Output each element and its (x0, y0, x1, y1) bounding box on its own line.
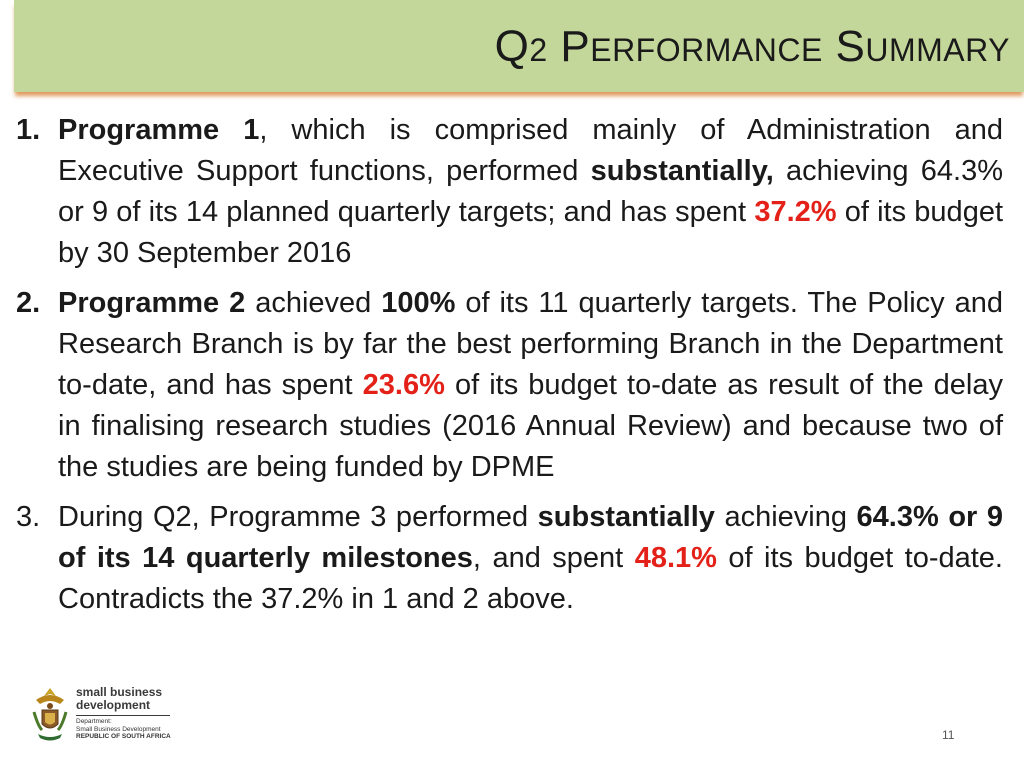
slide-title (495, 22, 1010, 72)
budget-spent-value: 48.1% (634, 542, 717, 574)
summary-point-1 (16, 110, 1003, 274)
title-rest-performance: ERFORMANCE (590, 32, 823, 68)
summary-point-2 (16, 283, 1003, 488)
dept-line-1: Department: (76, 718, 112, 725)
performance-rating: substantially, (590, 155, 774, 187)
point-text: of its budget by 30 September 2016 (58, 196, 1004, 269)
programme-1-label: Programme 1 (58, 114, 260, 146)
brand-line-1: small business (76, 685, 163, 699)
department-logo (30, 686, 190, 746)
point-text: During Q2, Programme 3 performed (58, 501, 538, 533)
point-number: 1. (16, 114, 41, 146)
point-number: 3. (16, 501, 41, 533)
title-letter-q: Q (494, 22, 530, 71)
point-text: achieved (245, 287, 382, 319)
coat-of-arms-icon (30, 686, 70, 744)
dept-line-3: REPUBLIC OF SOUTH AFRICA (76, 733, 171, 740)
point-text: of its budget to-date. Contradicts the 37.2% in 1 and 2 above. (58, 542, 1003, 615)
dept-line-2: Small Business Development (76, 725, 161, 733)
point-text: , and spent (472, 542, 635, 574)
brand-line-2: development (76, 698, 151, 712)
achievement-value: 100% (381, 287, 456, 319)
budget-spent-value: 23.6% (362, 369, 445, 401)
point-text: , which is comprised mainly of Administration and Executive Support functions, performed (58, 114, 1004, 187)
summary-point-3 (16, 497, 1003, 620)
title-letter-p: P (547, 22, 591, 71)
point-text: of its 11 quarterly targets. The Policy and Research Branch is by far the best performing Branch in the Department to-date, and has spent (58, 287, 1003, 401)
milestones-value: 64.3% or 9 of its 14 quarterly milestones (58, 501, 1003, 574)
page-number: 11 (942, 728, 955, 742)
title-rest-summary: UMMARY (865, 32, 1010, 68)
logo-text (76, 686, 196, 741)
budget-spent-value: 37.2% (754, 196, 837, 228)
title-digit-2: 2 (529, 32, 548, 68)
point-text: of its budget to-date as result of the delay in finalising research studies (2016 Annual Review) and because two of the studies are being funded by DPME (58, 369, 1003, 483)
summary-list (16, 110, 1003, 620)
title-letter-s: S (822, 22, 866, 71)
slide-content (16, 110, 1003, 629)
point-number: 2. (16, 287, 41, 319)
point-text: achieving (714, 501, 857, 533)
point-text: achieving 64.3% or 9 of its 14 planned quarterly targets; and has spent (58, 155, 1004, 228)
programme-2-label: Programme 2 (58, 287, 246, 319)
title-bar (14, 0, 1024, 92)
logo-divider (76, 715, 170, 716)
performance-rating: substantially (537, 501, 715, 533)
